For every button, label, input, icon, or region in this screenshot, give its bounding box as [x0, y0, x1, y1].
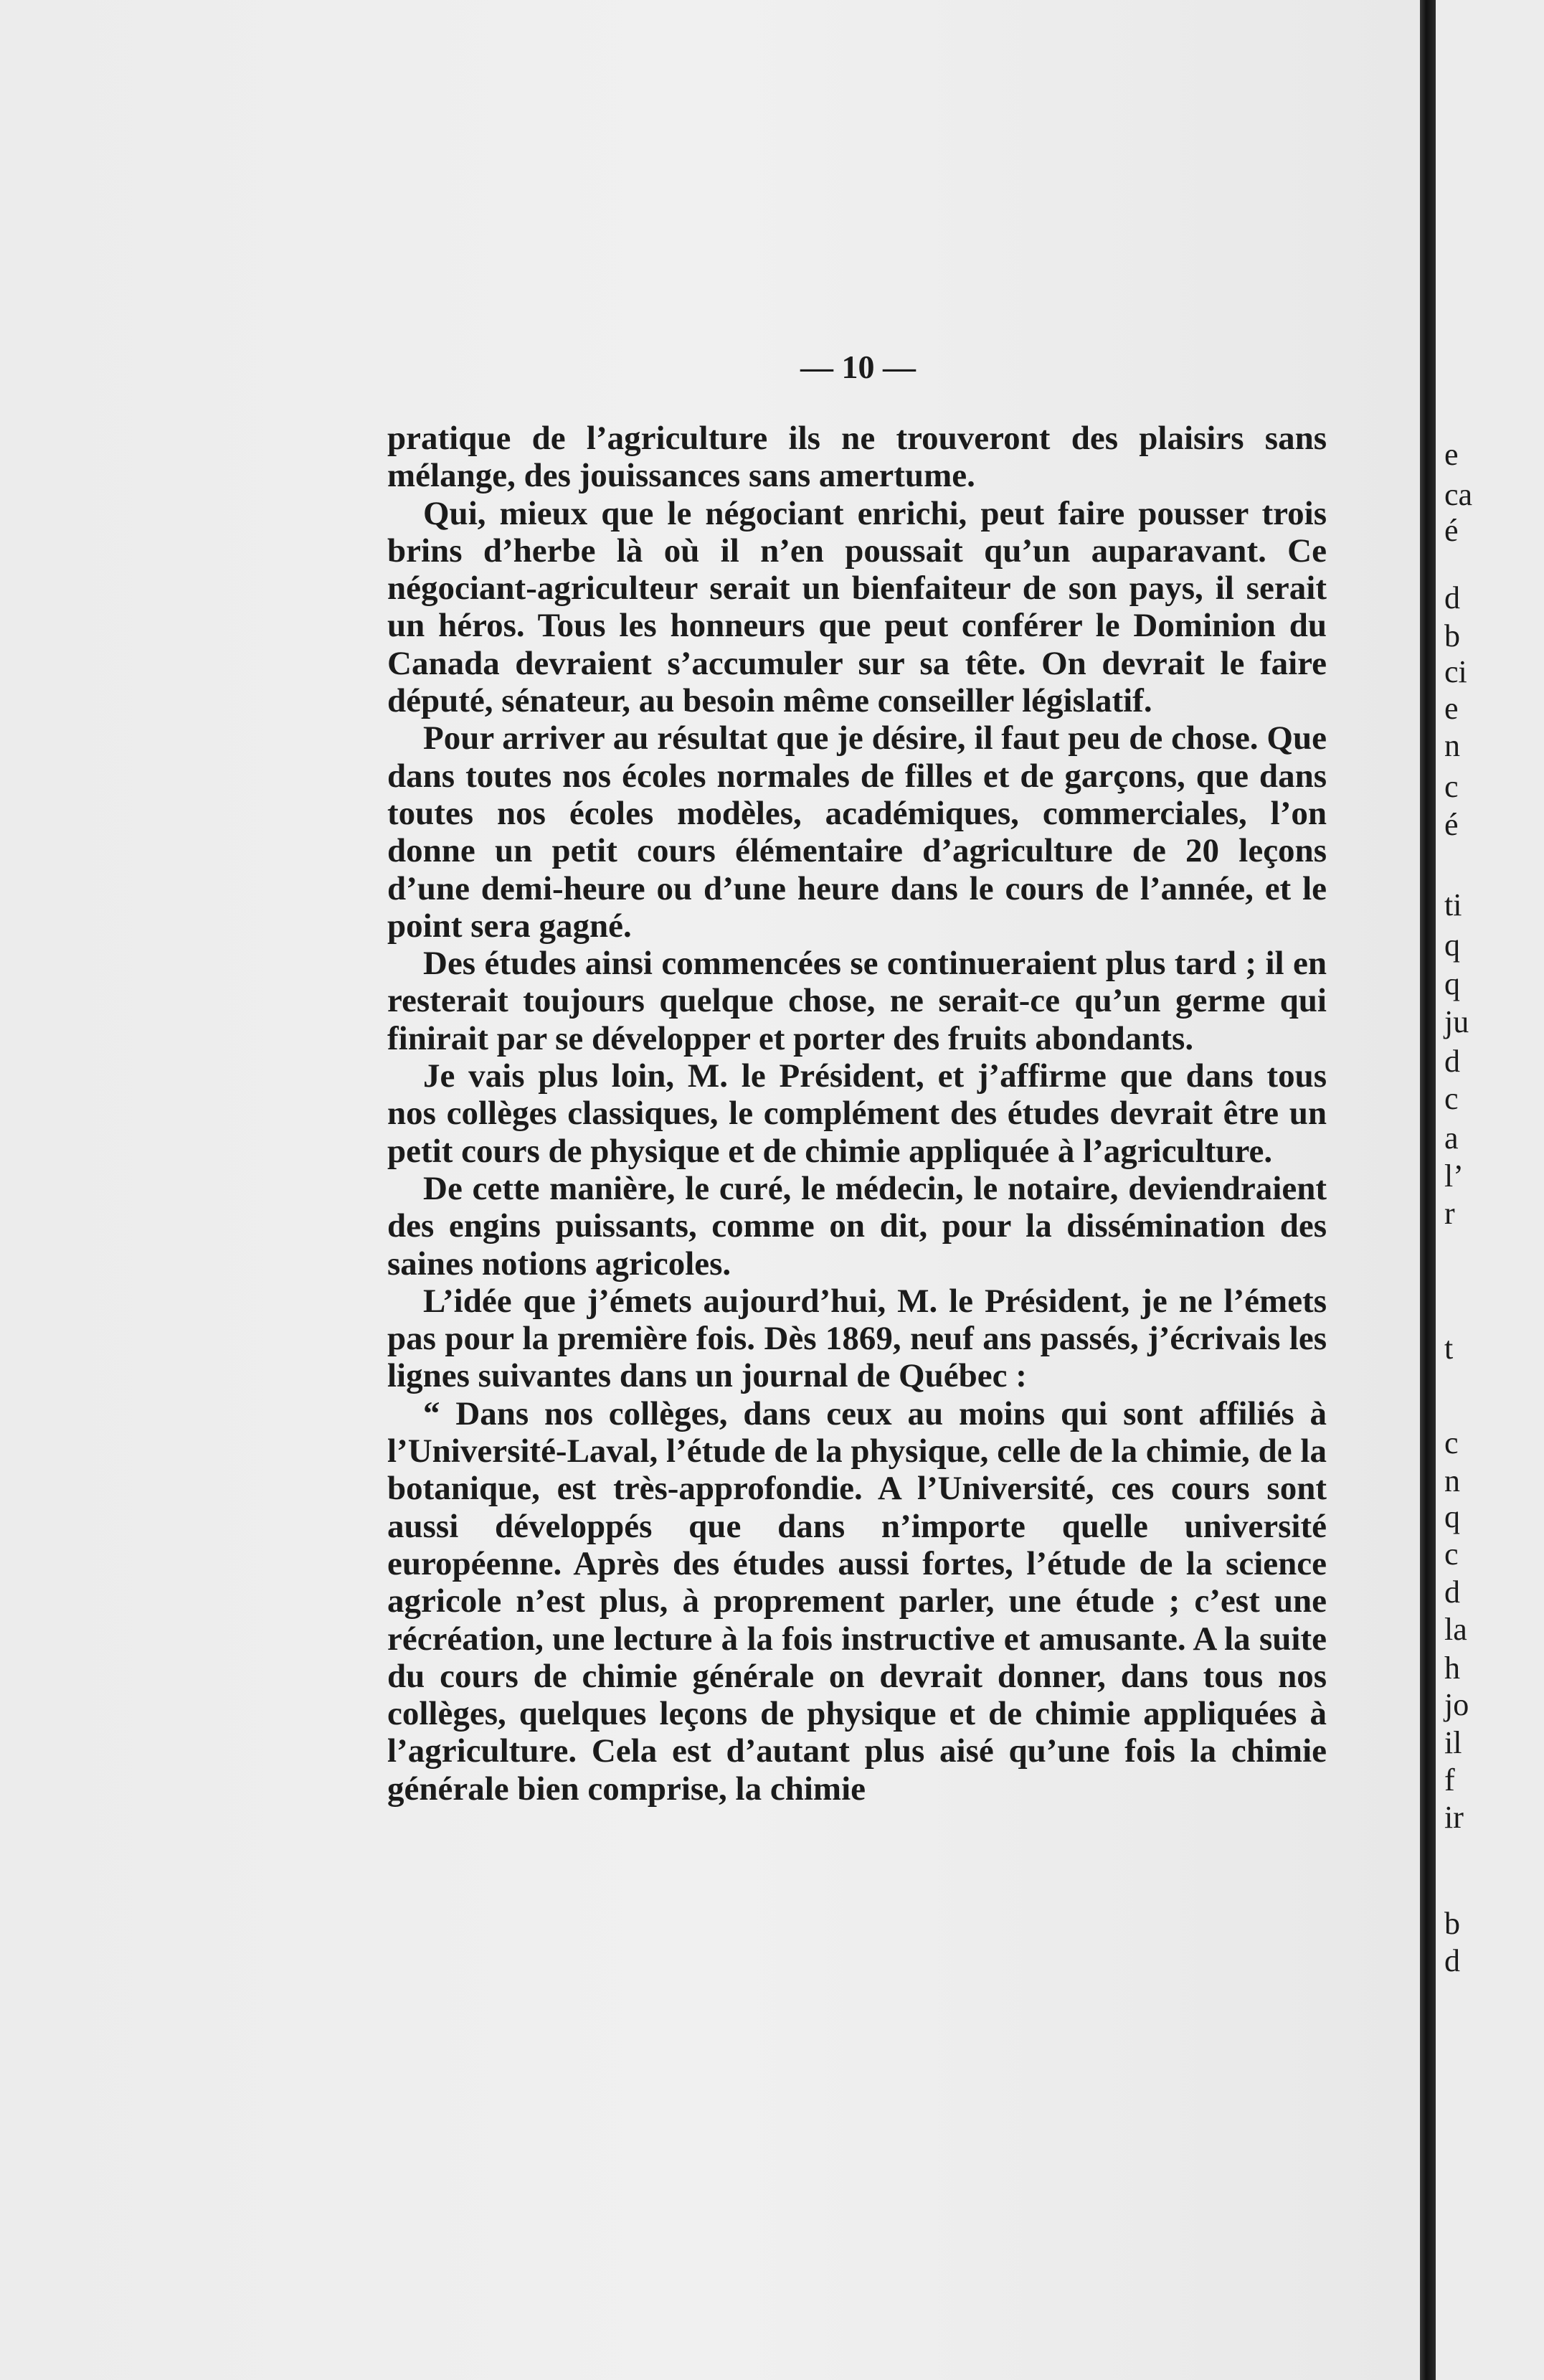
adjacent-page-fragment: q — [1444, 966, 1460, 1001]
adjacent-page-fragment: f — [1444, 1762, 1455, 1798]
adjacent-page-fragment: d — [1444, 1044, 1460, 1079]
adjacent-page-fragment: e — [1444, 437, 1459, 472]
adjacent-page-fragment: ti — [1444, 887, 1462, 922]
adjacent-page-fragment: c — [1444, 769, 1459, 804]
adjacent-page-fragment: é — [1444, 513, 1459, 548]
paragraph: De cette manière, le curé, le médecin, le notaire, deviendraient des engins puissants, comme on dit, pour la dissémination des saines notions agricoles. — [387, 1169, 1327, 1283]
paragraph: Des études ainsi commencées se continueraient plus tard ; il en resterait toujours quelque chose, ne serait-ce qu’un germe qui finirait par se développer et porter des fruits abondants. — [387, 945, 1327, 1057]
adjacent-page-fragment: q — [1444, 927, 1460, 963]
adjacent-page-edge — [1436, 0, 1544, 2380]
adjacent-page-fragment: t — [1444, 1331, 1454, 1366]
adjacent-page-fragment: la — [1444, 1612, 1467, 1647]
adjacent-page-fragment: h — [1444, 1651, 1460, 1686]
adjacent-page-fragment: c — [1444, 1081, 1459, 1116]
adjacent-page-fragment: é — [1444, 807, 1459, 842]
adjacent-page-fragment: d — [1444, 1943, 1460, 1978]
adjacent-page-fragment: n — [1444, 1463, 1460, 1498]
paragraph: Je vais plus loin, M. le Président, et j’affirme que dans tous nos collèges classiques, le complément des études devrait être un petit cours de physique et de chimie appliquée à l’agriculture. — [387, 1057, 1327, 1170]
adjacent-page-fragment: d — [1444, 580, 1460, 615]
paragraph: L’idée que j’émets aujourd’hui, M. le Président, je ne l’émets pas pour la première fois. Dès 1869, neuf ans passés, j’écrivais les lignes suivantes dans un journal de Québec : — [387, 1282, 1327, 1395]
paragraph: pratique de l’agriculture ils ne trouveront des plaisirs sans mélange, des jouissances sans amertume. — [387, 420, 1327, 495]
adjacent-page-fragment: b — [1444, 618, 1460, 653]
paragraph: Qui, mieux que le négociant enrichi, peut faire pousser trois brins d’herbe là où il n’en poussait qu’un auparavant. Ce négociant-agriculteur serait un bienfaiteur de son pays, il serait un héros. Tous les honneurs que peut conférer le Dominion du Canada devraient s’accumuler sur sa tête. On devrait le faire député, sénateur, au besoin même conseiller législatif. — [387, 494, 1327, 720]
adjacent-page-fragment: a — [1444, 1120, 1459, 1156]
adjacent-page-fragment: r — [1444, 1196, 1455, 1231]
adjacent-page-fragment: d — [1444, 1574, 1460, 1610]
adjacent-page-fragment: ju — [1444, 1004, 1469, 1039]
adjacent-page-fragment: b — [1444, 1906, 1460, 1941]
body-text — [387, 420, 1327, 1808]
adjacent-page-fragment: ca — [1444, 477, 1473, 512]
adjacent-page-fragment: l’ — [1444, 1158, 1464, 1194]
quotation-paragraph: “ Dans nos collèges, dans ceux au moins qui sont affiliés à l’Université-Laval, l’étude de la physique, celle de la chimie, de la botanique, est très-approfondie. A l’Université, ces cours sont aussi développés que dans n’importe quelle université européenne. Après des études aussi fortes, l’étude de la science agricole n’est plus, à proprement parler, une étude ; c’est une récréation, une lecture à la fois instructive et amusante. A la suite du cours de chimie générale on devrait donner, dans tous nos collèges, quelques leçons de physique et de chimie appliquées à l’agriculture. Cela est d’autant plus aisé qu’une fois la chimie générale bien comprise, la chimie — [387, 1394, 1327, 1808]
book-gutter — [1420, 0, 1436, 2380]
adjacent-page-fragment: e — [1444, 691, 1459, 726]
adjacent-page-fragment: n — [1444, 728, 1460, 763]
adjacent-page-fragment: il — [1444, 1725, 1462, 1760]
adjacent-page-fragment: c — [1444, 1425, 1459, 1460]
adjacent-page-fragment: ir — [1444, 1800, 1464, 1835]
adjacent-page-fragment: q — [1444, 1499, 1460, 1534]
adjacent-page-fragment: jo — [1444, 1687, 1469, 1722]
adjacent-page-fragment: c — [1444, 1536, 1459, 1572]
page-number: — 10 — — [800, 349, 916, 385]
adjacent-page-fragment: ci — [1444, 654, 1467, 689]
paragraph: Pour arriver au résultat que je désire, il faut peu de chose. Que dans toutes nos écoles normales de filles et de garçons, que dans toutes nos écoles modèles, académiques, commerciales, l’on donne un petit cours élémentaire d’agriculture de 20 leçons d’une demi-heure ou d’une heure dans le cours de l’année, et le point sera gagné. — [387, 719, 1327, 945]
